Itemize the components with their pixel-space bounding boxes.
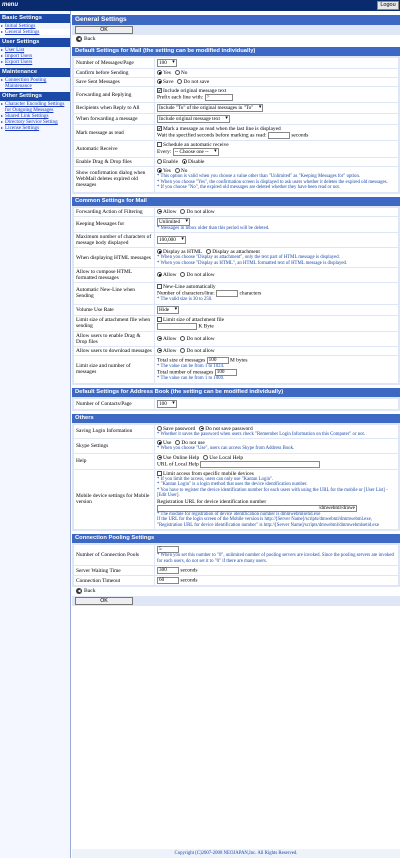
label-login-info: Saving Login Information <box>74 425 154 439</box>
no-save-sent-radio[interactable] <box>177 79 182 84</box>
local-help-url-input[interactable] <box>200 461 320 468</box>
section-title-pooling: Connection Pooling Settings <box>72 534 400 543</box>
confirm-yes-radio[interactable] <box>157 70 162 75</box>
note: * If you choose "No", the expired old messages are deleted whether they have been read or not. <box>157 185 341 190</box>
label-skype: Skype Settings <box>74 439 154 453</box>
section-title-common: Common Settings for Mail <box>72 197 400 206</box>
note: * The value can be from 1 to 1024. <box>157 363 225 369</box>
sidebar-item-user-list[interactable]: ▸ User List <box>0 47 70 53</box>
note: * Whether it saves the password when users check "Remember Login Information on this Computer" or not. <box>157 431 366 437</box>
label-max-chars: Maximum number of characters of message body displayed <box>74 233 154 247</box>
total-num-input[interactable]: 100 <box>215 369 237 376</box>
every-select[interactable]: -- Choose one -- ▾ <box>173 148 219 156</box>
registration-url-input[interactable]: /dmwebml/drawe <box>157 505 357 512</box>
conn-timeout-input[interactable]: 60 <box>157 577 179 584</box>
dialog-no-radio[interactable] <box>175 168 180 173</box>
label-pool-count: Number of Connection Pools <box>74 545 154 565</box>
label-confirm-dialog: Show confirmation dialog when WebMail deletes expired old messages <box>74 167 154 192</box>
total-size-input[interactable]: 100 <box>207 357 229 364</box>
label-auto-receive: Automatic Receive <box>74 141 154 157</box>
fwd-filter-deny-radio[interactable] <box>180 209 185 214</box>
page-title: General Settings <box>72 15 400 25</box>
menu-logo: menu <box>2 2 19 8</box>
label-contacts-per-page: Number of Contacts/Page <box>74 399 154 409</box>
when-forwarding-select[interactable]: Include original message text ▾ <box>157 115 230 123</box>
sidebar-item-char-encoding[interactable]: ▸ Character Encoding Settings for Outgoing Messages <box>0 101 70 113</box>
back-arrow-icon: ◀ <box>77 36 81 41</box>
allow-dnd-allow-radio[interactable] <box>157 336 162 341</box>
label-newline: Automatic New-Line when Sending <box>74 283 154 304</box>
sidebar-item-export-users[interactable]: ▸ Export Users <box>0 59 70 65</box>
note: * When you set this number to "0", unlimited number of pooling servers are invoked. Since the pooling servers are invoked for each users, do not set it to "0" if there are many users. <box>157 553 394 564</box>
note: * When you choose "Display as attachment", only the text part of HTML message is displayed. <box>157 255 340 260</box>
online-help-radio[interactable] <box>157 455 162 460</box>
dnd-enable-radio[interactable] <box>157 159 162 164</box>
no-save-password-radio[interactable] <box>199 426 204 431</box>
allow-dnd-deny-radio[interactable] <box>180 336 185 341</box>
wait-seconds-input[interactable] <box>268 132 290 139</box>
sidebar-heading-maintenance: Maintenance <box>0 68 70 77</box>
label-messages-per-page: Number of Messages/Page <box>74 58 154 68</box>
display-attach-radio[interactable] <box>206 249 211 254</box>
note: * If you limit the access, users can only use "Kantan Login". <box>157 476 274 482</box>
reply-all-select[interactable]: Include "To" of the original messages in "To" ▾ <box>157 104 263 112</box>
attach-limit-checkbox[interactable] <box>157 317 162 322</box>
sidebar-heading-user: User Settings <box>0 38 70 47</box>
sidebar-item-shared-link[interactable]: ▸ Shared Link Settings <box>0 113 70 119</box>
label-server-wait: Server Waiting Time <box>74 566 154 575</box>
newline-checkbox[interactable] <box>157 284 162 289</box>
label-when-forwarding: When forwarding a message <box>74 114 154 124</box>
allow-dl-allow-radio[interactable] <box>157 348 162 353</box>
section-title-mail: Default Settings for Mail (the setting can be modified individually) <box>72 47 400 56</box>
sidebar-item-directory-service[interactable]: ▸ Directory Service Setting <box>0 119 70 125</box>
mark-read-checkbox[interactable]: ✔ <box>158 126 162 132</box>
note: * When you choose "Display as HTML", an HTML formatted text of HTML message is displayed. <box>157 260 348 266</box>
label-keeping: Keeping Messages for <box>74 217 154 233</box>
sidebar-heading-basic: Basic Settings <box>0 14 70 23</box>
label-attach-limit: Limit size of attachment file when sending <box>74 316 154 331</box>
fwd-filter-allow-radio[interactable] <box>157 209 162 214</box>
top-bar <box>0 0 400 11</box>
ok-button-top[interactable]: OK <box>75 26 133 34</box>
back-link-top[interactable]: ◀ Back <box>77 36 96 42</box>
label-help: Help <box>74 454 154 469</box>
note: * When you choose "Yes", the confirmation screen is displayed to ask users whether it deletes the expired old messages. <box>157 179 388 185</box>
section-title-address: Default Settings for Address Book (the setting can be modified individually) <box>72 388 400 397</box>
label-dnd: Enable Drag & Drop files <box>74 158 154 166</box>
label-limit-size: Limit size and number of messages <box>74 356 154 383</box>
label-fwd-filter: Forwarding Action of Filtering <box>74 208 154 216</box>
label-reply-all: Recipients when Reply to All <box>74 103 154 113</box>
sidebar-item-connection-pooling[interactable]: ▸ Connection Pooling Maintenance <box>0 77 70 89</box>
mobile-limit-checkbox[interactable] <box>157 471 162 476</box>
prefix-input[interactable]: > <box>205 94 233 101</box>
sidebar-item-general-settings[interactable]: ▸ General Settings <box>0 29 70 35</box>
skype-use-radio[interactable] <box>157 440 162 445</box>
main-content: General Settings OK ◀ Back Default Settings for Mail (the setting can be modified individually) Number of Messages/Page 100 ▾ Confirm before Sending Yes No Save Sent Messages Save Do not save Forwarding and Replying ✔ Include original message text Prefix each line with: > Recipients when Reply to All Include "To" of the original messages in "To" ▾ When forwarding a message Include original message text ▾ Mark message as read ✔ Mark a message as read when the last line is displayed Wait the specified seconds before marking as read: seconds Automatic Receive Schedule an automatic receive Every: -- Choose one -- ▾ Enable Drag & Drop files Enable Disable Show confirmation dialog when WebMail deletes expired old messages Yes No * This option is valid when you choose a value other than "Unlimited" as "Keeping Messages for" option. * When you choose "Yes", the confirmation screen is displayed to ask users whether it deletes the expired old messages. * If you choose "No", the expired old messages are deleted whether they have been read or not. Common Settings for Mail Forwarding Action of Filtering Allow Do not allow Keeping Messages for Unlimited ▾ * Messages in Inbox older than this period will be deleted. Maximum number of characters of message body displayed 100,000 ▾ When displaying HTML messages Display as HTML Display as attachment * When you choose "Display as attachment", only the text part of HTML message is displayed. * When you choose "Display as HTML", an HTML formatted text of HTML message is displayed. Allow to compose HTML formatted messages Allow Do not allow Automatic New-Line when Sending New-Line automatically Number of characters/line: characters * The valid size is 30 to 250. Volume Use Rate Hide ▾ Limit size of attachment file when sending Limit size of attachment file K Byte Allow users to enable Drag & Drop files Allow Do not allow Allow users to download messages Allow Do not allow Limit size and number of messages Total size of messages 100 M bytes * The value can be from 1 to 1024. Total number of messages 100 * The value can be from 1 to 1000. Default Settings for Address Book (the setting can be modified individually) Number of Contacts/Page 100 ▾ Others Saving Login Information Save password Do not save password * Whether it saves the password when users check "Remember Login Information on this Computer" or not. Skype Settings Use Do not use * When you choose "Use", users can access Skype from Address Book. Help Use Online Help Use Local Help URL of Local Help Mobile device settings for Mobile version Limit access from specific mobile devices * If you limit the access, users can only use "Kantan Login". * "Kantan Login" is a login method that uses the device identification number. * You have to register the device identification number for each users with using the URL for the mobile or [User List] - [Edit User]. Registration URL for device identification number /dmwebml/drawe * The module for registration of device identification number is dmmwebmlsetid.exe If the URL for the login screen of the Mobile version is http://[Server Name]/scripts/dmwebml/dmmwebml.exe, "Registration URL for device identification number" is http://[Server Name]/scripts/dmwebml/dmmwebmlsetid.exe Connection Pooling Settings Number of Connection Pools 5 * When you set this number to "0", unlimited number of pooling servers are invoked. Since the pooling servers are invoked for each users, do not set it to "0" if there are many users. Server Waiting Time 300 seconds Connection Timeout 60 seconds ◀ Back OK <box>72 11 400 606</box>
pool-count-input[interactable]: 5 <box>157 546 179 553</box>
label-compose-html: Allow to compose HTML formatted messages <box>74 268 154 282</box>
keeping-select[interactable]: Unlimited ▾ <box>157 218 190 226</box>
note: * The value can be from 1 to 1000. <box>157 376 225 381</box>
max-chars-select[interactable]: 100,000 ▾ <box>157 236 186 244</box>
skype-not-use-radio[interactable] <box>175 440 180 445</box>
compose-html-allow-radio[interactable] <box>157 272 162 277</box>
save-sent-radio[interactable] <box>157 79 162 84</box>
label-mobile: Mobile device settings for Mobile version <box>74 470 154 530</box>
label-mark-read: Mark message as read <box>74 125 154 140</box>
display-html-radio[interactable] <box>157 249 162 254</box>
note: * This option is valid when you choose a value other than "Unlimited" as "Keeping Messages for" option. <box>157 174 361 179</box>
dialog-yes-radio[interactable] <box>157 168 162 173</box>
sidebar-heading-other: Other Settings <box>0 92 70 101</box>
sidebar-item-import-users[interactable]: ▸ Import Users <box>0 53 70 59</box>
save-password-radio[interactable] <box>157 426 162 431</box>
label-confirm-sending: Confirm before Sending <box>74 69 154 77</box>
back-link-bottom[interactable]: ◀ Back <box>77 588 96 594</box>
ok-button-bottom[interactable]: OK <box>75 597 133 605</box>
sidebar-item-initial-settings[interactable]: ▸ Initial Settings <box>0 23 70 29</box>
label-conn-timeout: Connection Timeout <box>74 576 154 585</box>
note: * Messages in Inbox older than this period will be deleted. <box>157 225 270 231</box>
label-fwd-reply: Forwarding and Replying <box>74 87 154 102</box>
note: * You have to register the device identification number for each users with using the URL for the mobile or [User List] - [Edit User]. <box>157 487 388 498</box>
back-arrow-icon: ◀ <box>77 588 81 593</box>
messages-per-page-select[interactable]: 100 ▾ <box>157 59 177 67</box>
server-wait-input[interactable]: 300 <box>157 567 179 574</box>
attach-size-input[interactable] <box>157 323 197 330</box>
label-save-sent: Save Sent Messages <box>74 78 154 86</box>
schedule-checkbox[interactable] <box>157 142 162 147</box>
allow-dl-deny-radio[interactable] <box>180 348 185 353</box>
dnd-disable-radio[interactable] <box>182 159 187 164</box>
label-html-display: When displaying HTML messages <box>74 248 154 267</box>
footer-copyright: Copyright (C)2007-2008 NEOJAPAN,Inc. All Rights Reserved. <box>72 849 400 858</box>
note: * The module for registration of device identification number is dmmwebmlsetid.exe <box>157 511 321 517</box>
logout-button[interactable]: Logou <box>377 1 399 10</box>
sidebar-item-license[interactable]: ▸ License Settings <box>0 125 70 131</box>
note: * "Kantan Login" is a login method that uses the device identification number. <box>157 482 308 487</box>
note: If the URL for the login screen of the Mobile version is http://[Server Name]/scripts/dmwebml/dmmwebml.exe, "Registration URL for device identification number" is http://[Server Name]/scripts/dmwebml/dmmwebmlsetid.exe <box>157 517 380 528</box>
volume-select[interactable]: Hide ▾ <box>157 306 179 314</box>
chars-per-line-input[interactable] <box>216 290 238 297</box>
label-allow-download: Allow users to download messages <box>74 347 154 355</box>
label-volume: Volume Use Rate <box>74 305 154 315</box>
label-allow-dnd: Allow users to enable Drag & Drop files <box>74 332 154 346</box>
contacts-per-page-select[interactable]: 100 ▾ <box>157 400 177 408</box>
local-help-radio[interactable] <box>203 455 208 460</box>
compose-html-deny-radio[interactable] <box>180 272 185 277</box>
confirm-no-radio[interactable] <box>175 70 180 75</box>
include-original-checkbox[interactable]: ✔ <box>158 88 162 94</box>
note: * When you choose "Use", users can access Skype from Address Book. <box>157 446 295 451</box>
note: * The valid size is 30 to 250. <box>157 297 213 302</box>
section-title-others: Others <box>72 414 400 423</box>
sidebar <box>0 11 71 858</box>
